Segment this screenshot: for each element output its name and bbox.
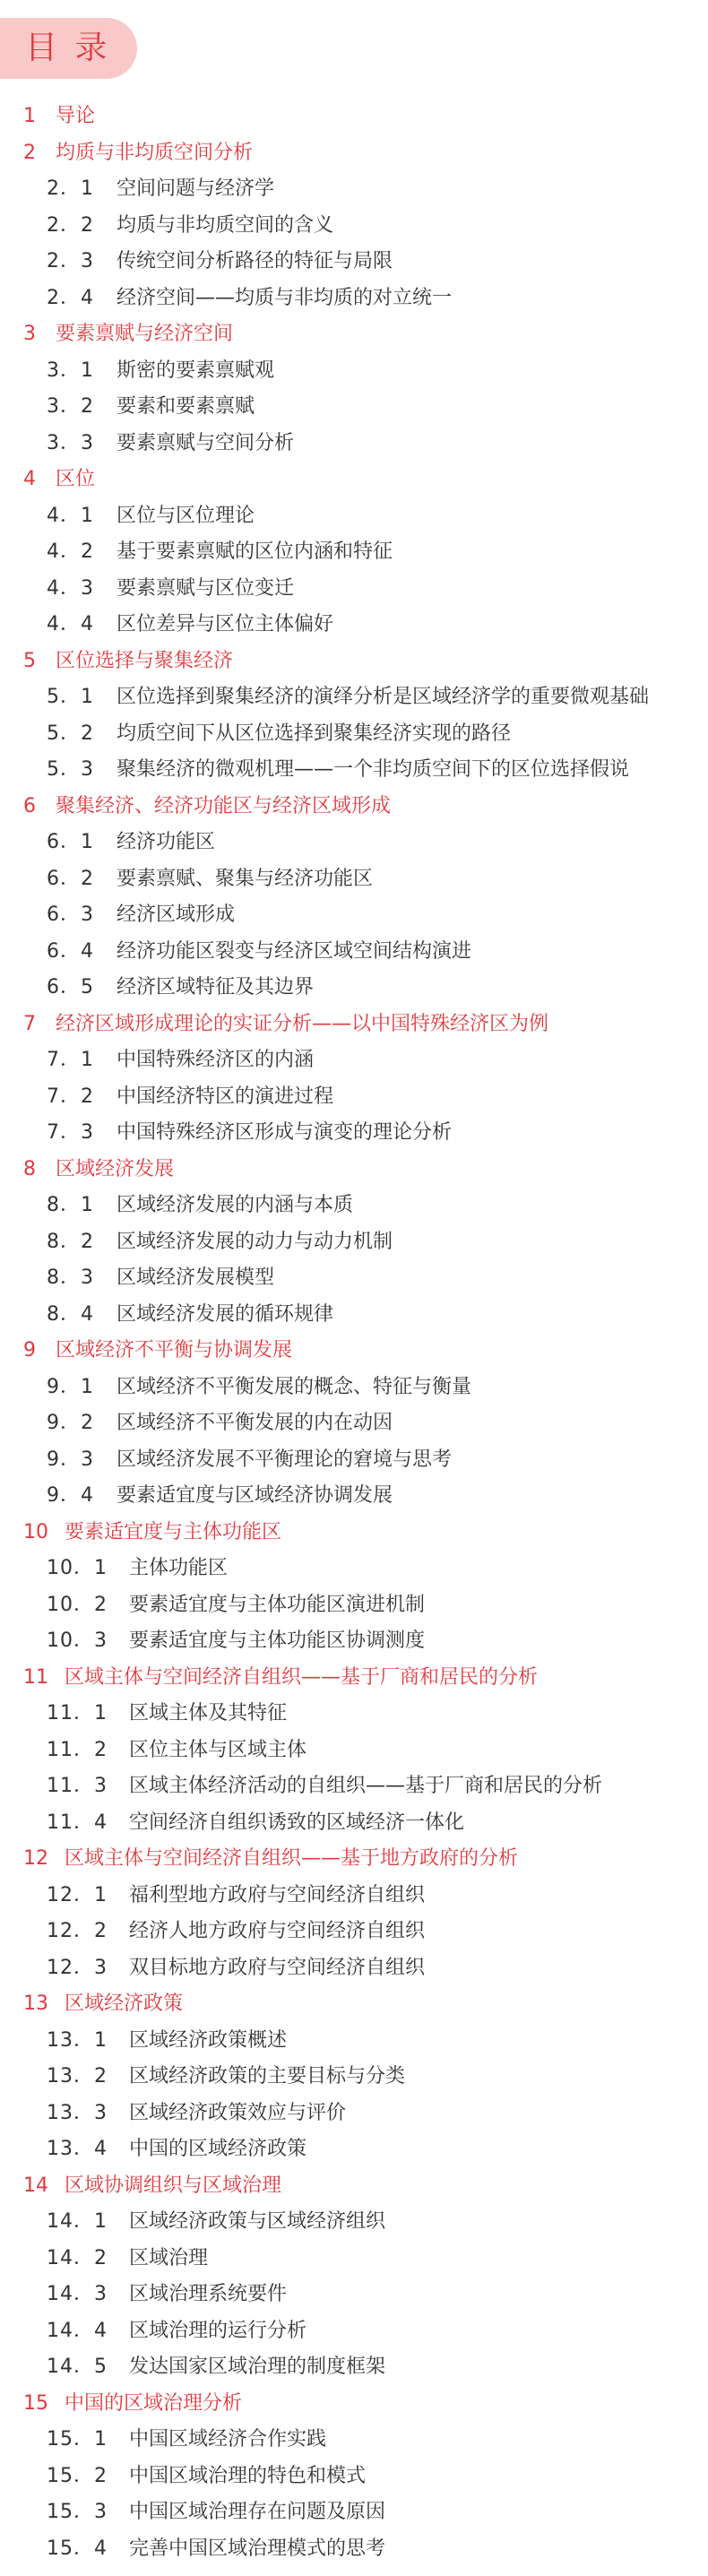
- section-number: 3．2: [47, 395, 94, 418]
- toc-section-11-3[interactable]: [0, 1768, 708, 1805]
- section-number: 12．3: [47, 1956, 108, 1979]
- section-title: 区域经济政策效应与评价: [129, 2101, 347, 2124]
- chapter-number: 2: [23, 141, 36, 164]
- section-number: 13．1: [47, 2028, 108, 2052]
- section-number: 8．1: [47, 1194, 94, 1216]
- chapter-number: 8: [23, 1157, 36, 1180]
- chapter-title: 经济区域形成理论的实证分析——以中国特殊经济区为例: [56, 1012, 549, 1035]
- section-title: 区域经济政策概述: [129, 2028, 288, 2052]
- section-title: 福利型地方政府与空间经济自组织: [129, 1883, 426, 1906]
- section-title: 均质空间下从区位选择到聚集经济实现的路径: [117, 722, 512, 745]
- chapter-title: 要素适宜度与主体功能区: [65, 1520, 282, 1543]
- chapter-title: 区域主体与空间经济自组织——基于厂商和居民的分析: [65, 1665, 539, 1689]
- section-number: 10．3: [47, 1629, 108, 1652]
- section-title: 中国区域经济合作实践: [129, 2428, 327, 2451]
- section-title: 主体功能区: [129, 1557, 229, 1579]
- section-number: 6．4: [47, 939, 94, 963]
- section-number: 8．4: [47, 1302, 94, 1326]
- section-title: 区位选择到聚集经济的演绎分析是区域经济学的重要微观基础: [117, 686, 650, 708]
- chapter-number: 14: [23, 2174, 48, 2197]
- section-title: 区域经济政策的主要目标与分类: [129, 2065, 406, 2088]
- toc-section-7-2[interactable]: [0, 1079, 708, 1116]
- section-number: 7．3: [47, 1121, 94, 1144]
- toc-section-10-3[interactable]: [0, 1623, 708, 1660]
- section-number: 4．3: [47, 576, 94, 600]
- section-title: 区域经济发展的动力与动力机制: [117, 1230, 393, 1253]
- section-number: 11．3: [47, 1775, 108, 1797]
- section-number: 15．4: [47, 2537, 108, 2560]
- toc-section-4-2[interactable]: [0, 534, 708, 571]
- chapter-number: 9: [23, 1339, 36, 1361]
- section-number: 10．1: [47, 1557, 108, 1579]
- section-number: 9．2: [47, 1412, 94, 1434]
- chapter-title: 区域经济发展: [56, 1157, 175, 1180]
- toc-section-14-4[interactable]: [0, 2313, 708, 2350]
- toc-section-7-1[interactable]: [0, 1042, 708, 1079]
- section-title: 中国经济特区的演进过程: [117, 1085, 334, 1108]
- section-title: 经济区域形成: [117, 903, 236, 926]
- section-title: 均质与非均质空间的含义: [117, 213, 334, 237]
- section-number: 4．4: [47, 613, 94, 635]
- toc-section-12-1[interactable]: [0, 1878, 708, 1915]
- toc-section-14-1[interactable]: [0, 2204, 708, 2241]
- page-title: 目 录: [0, 18, 137, 79]
- toc-chapter-12[interactable]: [0, 1841, 708, 1878]
- section-number: 8．3: [47, 1266, 94, 1289]
- toc-section-6-3[interactable]: [0, 897, 708, 934]
- toc-section-9-4[interactable]: [0, 1478, 708, 1515]
- toc-section-2-3[interactable]: [0, 244, 708, 281]
- section-number: 14．1: [47, 2210, 108, 2233]
- toc-section-14-3[interactable]: [0, 2277, 708, 2313]
- toc-section-11-1[interactable]: [0, 1696, 708, 1733]
- section-title: 区域经济不平衡发展的概念、特征与衡量: [117, 1375, 472, 1398]
- section-number: 6．1: [47, 831, 94, 853]
- section-number: 7．2: [47, 1085, 94, 1108]
- section-title: 中国特殊经济区形成与演变的理论分析: [117, 1121, 453, 1144]
- section-title: 要素禀赋、聚集与经济功能区: [117, 867, 374, 890]
- section-number: 9．1: [47, 1375, 94, 1398]
- section-number: 11．4: [47, 1811, 108, 1834]
- section-title: 要素和要素禀赋: [117, 395, 255, 418]
- section-number: 4．2: [47, 540, 94, 563]
- toc-section-2-2[interactable]: [0, 208, 708, 245]
- chapter-number: 1: [23, 105, 36, 127]
- toc-chapter-5[interactable]: [0, 644, 708, 680]
- section-title: 中国特殊经济区的内涵: [117, 1049, 315, 1071]
- chapter-title: 区域经济不平衡与协调发展: [56, 1339, 293, 1361]
- section-number: 14．5: [47, 2356, 108, 2378]
- section-title: 区位与区位理论: [117, 504, 255, 527]
- chapter-number: 15: [23, 2391, 48, 2415]
- toc-chapter-9[interactable]: [0, 1333, 708, 1370]
- toc-section-4-4[interactable]: [0, 607, 708, 644]
- section-title: 中国区域治理存在问题及原因: [129, 2501, 386, 2523]
- toc-section-3-3[interactable]: [0, 426, 708, 462]
- toc-section-3-1[interactable]: [0, 353, 708, 390]
- section-title: 聚集经济的微观机理——一个非均质空间下的区位选择假说: [117, 758, 630, 781]
- section-number: 8．2: [47, 1230, 94, 1253]
- section-title: 中国的区域经济政策: [129, 2138, 307, 2160]
- section-title: 区域治理系统要件: [129, 2283, 288, 2305]
- toc-section-13-1[interactable]: [0, 2023, 708, 2060]
- toc-section-6-2[interactable]: [0, 861, 708, 898]
- toc-section-5-1[interactable]: [0, 679, 708, 716]
- toc-chapter-4[interactable]: [0, 462, 708, 498]
- chapter-title: 区位选择与聚集经济: [56, 649, 234, 672]
- toc-chapter-15[interactable]: [0, 2386, 708, 2423]
- section-title: 区域主体经济活动的自组织——基于厂商和居民的分析: [129, 1775, 603, 1797]
- section-number: 14．3: [47, 2283, 108, 2305]
- chapter-title: 区域经济政策: [65, 1993, 184, 2015]
- chapter-title: 区域主体与空间经济自组织——基于地方政府的分析: [65, 1847, 519, 1870]
- section-number: 2．4: [47, 286, 94, 309]
- section-number: 2．3: [47, 250, 94, 272]
- chapter-number: 13: [23, 1993, 48, 2015]
- section-title: 要素禀赋与区位变迁: [117, 576, 295, 600]
- toc-section-4-3[interactable]: [0, 571, 708, 608]
- section-number: 11．2: [47, 1738, 108, 1761]
- section-title: 区域经济发展不平衡理论的窘境与思考: [117, 1448, 453, 1471]
- section-title: 完善中国区域治理模式的思考: [129, 2537, 386, 2560]
- section-number: 14．2: [47, 2246, 108, 2269]
- section-title: 传统空间分析路径的特征与局限: [117, 250, 393, 272]
- toc-chapter-7[interactable]: [0, 1007, 708, 1043]
- section-title: 经济人地方政府与空间经济自组织: [129, 1920, 426, 1942]
- chapter-number: 12: [23, 1847, 48, 1870]
- toc-section-14-2[interactable]: [0, 2241, 708, 2278]
- toc-section-14-5[interactable]: [0, 2349, 708, 2386]
- section-title: 基于要素禀赋的区位内涵和特征: [117, 540, 393, 563]
- toc-chapter-2[interactable]: [0, 135, 708, 172]
- chapter-title: 中国的区域治理分析: [65, 2391, 243, 2415]
- section-number: 14．4: [47, 2319, 108, 2342]
- toc-chapter-10[interactable]: [0, 1515, 708, 1552]
- toc-section-11-4[interactable]: [0, 1805, 708, 1842]
- toc-section-12-2[interactable]: [0, 1914, 708, 1950]
- section-number: 10．2: [47, 1593, 108, 1616]
- toc-section-5-2[interactable]: [0, 716, 708, 753]
- section-number: 4．1: [47, 504, 94, 527]
- toc-section-8-1[interactable]: [0, 1188, 708, 1224]
- toc-section-12-3[interactable]: [0, 1950, 708, 1987]
- toc-section-6-5[interactable]: [0, 970, 708, 1007]
- section-number: 7．1: [47, 1049, 94, 1071]
- toc-section-9-1[interactable]: [0, 1370, 708, 1406]
- section-number: 15．1: [47, 2428, 108, 2451]
- section-title: 经济空间——均质与非均质的对立统一: [117, 286, 453, 309]
- toc-section-15-4[interactable]: [0, 2531, 708, 2568]
- toc-chapter-1[interactable]: [0, 99, 708, 135]
- section-title: 经济功能区裂变与经济区域空间结构演进: [117, 939, 472, 963]
- chapter-number: 5: [23, 649, 36, 672]
- section-title: 要素适宜度与主体功能区演进机制: [129, 1593, 426, 1616]
- section-number: 6．5: [47, 976, 94, 998]
- header: [0, 0, 708, 82]
- section-title: 区域治理: [129, 2246, 209, 2269]
- section-number: 5．1: [47, 686, 94, 708]
- section-number: 15．3: [47, 2501, 108, 2523]
- section-number: 13．3: [47, 2101, 108, 2124]
- toc-chapter-11[interactable]: [0, 1660, 708, 1697]
- section-title: 发达国家区域治理的制度框架: [129, 2356, 386, 2378]
- toc-section-10-1[interactable]: [0, 1551, 708, 1587]
- section-title: 区位主体与区域主体: [129, 1738, 307, 1761]
- section-title: 区域经济发展的内涵与本质: [117, 1194, 354, 1216]
- toc-chapter-6[interactable]: [0, 789, 708, 826]
- section-number: 9．4: [47, 1484, 94, 1507]
- section-number: 11．1: [47, 1702, 108, 1725]
- toc-chapter-3[interactable]: [0, 316, 708, 353]
- chapter-number: 10: [23, 1520, 48, 1543]
- toc-section-15-3[interactable]: [0, 2494, 708, 2531]
- section-number: 13．2: [47, 2065, 108, 2088]
- section-title: 区域经济不平衡发展的内在动因: [117, 1412, 393, 1434]
- toc-section-7-3[interactable]: [0, 1115, 708, 1152]
- section-title: 区域经济政策与区域经济组织: [129, 2210, 386, 2233]
- section-number: 9．3: [47, 1448, 94, 1471]
- section-title: 区域主体及其特征: [129, 1702, 288, 1725]
- toc-section-8-3[interactable]: [0, 1260, 708, 1297]
- section-title: 要素禀赋与空间分析: [117, 431, 295, 454]
- section-title: 区位差异与区位主体偏好: [117, 613, 334, 635]
- toc-section-8-2[interactable]: [0, 1224, 708, 1261]
- toc-section-4-1[interactable]: [0, 498, 708, 535]
- chapter-number: 6: [23, 794, 36, 817]
- toc-section-2-1[interactable]: [0, 171, 708, 208]
- section-title: 区域经济发展的循环规律: [117, 1302, 334, 1326]
- section-number: 12．1: [47, 1883, 108, 1906]
- chapter-number: 7: [23, 1012, 36, 1035]
- toc-section-11-2[interactable]: [0, 1733, 708, 1769]
- section-number: 3．3: [47, 431, 94, 454]
- section-title: 要素适宜度与主体功能区协调测度: [129, 1629, 426, 1652]
- toc-section-6-4[interactable]: [0, 934, 708, 971]
- chapter-title: 区域协调组织与区域治理: [65, 2174, 282, 2197]
- chapter-title: 要素禀赋与经济空间: [56, 323, 234, 345]
- section-title: 中国区域治理的特色和模式: [129, 2464, 367, 2487]
- toc-section-2-4[interactable]: [0, 281, 708, 317]
- section-number: 6．3: [47, 903, 94, 926]
- section-number: 15．2: [47, 2464, 108, 2487]
- toc-section-13-4[interactable]: [0, 2131, 708, 2168]
- toc-section-10-2[interactable]: [0, 1587, 708, 1624]
- section-title: 经济区域特征及其边界: [117, 976, 315, 998]
- section-title: 斯密的要素禀赋观: [117, 359, 275, 382]
- chapter-title: 均质与非均质空间分析: [56, 141, 254, 164]
- toc-chapter-14[interactable]: [0, 2168, 708, 2205]
- toc-section-8-4[interactable]: [0, 1297, 708, 1334]
- section-title: 区域治理的运行分析: [129, 2319, 307, 2342]
- toc-section-13-3[interactable]: [0, 2096, 708, 2132]
- section-title: 经济功能区: [117, 831, 216, 853]
- toc-section-3-2[interactable]: [0, 389, 708, 426]
- toc-section-6-1[interactable]: [0, 825, 708, 861]
- toc-section-15-2[interactable]: [0, 2459, 708, 2495]
- chapter-number: 3: [23, 323, 36, 345]
- toc-chapter-13[interactable]: [0, 1986, 708, 2023]
- section-title: 双目标地方政府与空间经济自组织: [129, 1956, 426, 1979]
- chapter-number: 11: [23, 1665, 48, 1689]
- toc-section-5-3[interactable]: [0, 752, 708, 789]
- chapter-title: 导论: [56, 105, 96, 127]
- section-number: 13．4: [47, 2138, 108, 2160]
- section-number: 5．3: [47, 758, 94, 781]
- section-title: 区域经济发展模型: [117, 1266, 275, 1289]
- chapter-title: 区位: [56, 468, 96, 490]
- toc-section-9-3[interactable]: [0, 1442, 708, 1479]
- section-number: 5．2: [47, 722, 94, 745]
- toc-chapter-8[interactable]: [0, 1152, 708, 1189]
- section-title: 要素适宜度与区域经济协调发展: [117, 1484, 393, 1507]
- section-number: 3．1: [47, 359, 94, 382]
- section-number: 2．2: [47, 213, 94, 237]
- section-title: 空间经济自组织诱致的区域经济一体化: [129, 1811, 465, 1834]
- toc-section-15-1[interactable]: [0, 2422, 708, 2459]
- toc-section-9-2[interactable]: [0, 1405, 708, 1442]
- section-title: 空间问题与经济学: [117, 177, 275, 200]
- section-number: 2．1: [47, 177, 94, 200]
- toc-section-13-2[interactable]: [0, 2059, 708, 2096]
- chapter-number: 4: [23, 468, 36, 490]
- table-of-contents: [0, 99, 708, 2567]
- section-number: 6．2: [47, 867, 94, 890]
- section-number: 12．2: [47, 1920, 108, 1942]
- chapter-title: 聚集经济、经济功能区与经济区域形成: [56, 794, 392, 817]
